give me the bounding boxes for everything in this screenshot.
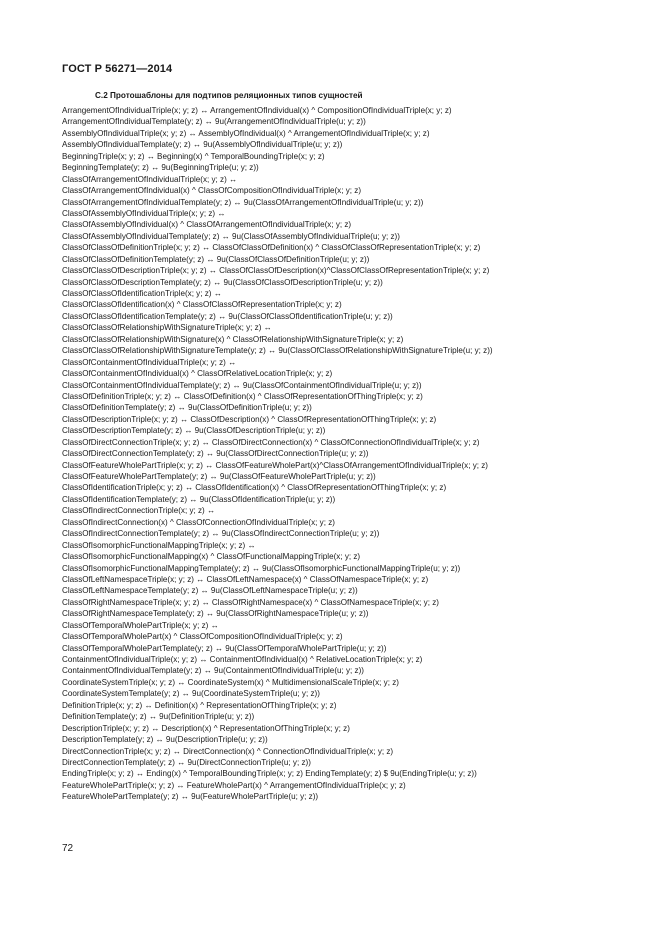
formula-line: ClassOfRightNamespaceTemplate(y; z) ↔ 9u(ClassOfRightNamespaceTriple(u; y; z)) (62, 609, 369, 619)
formula-line: ClassOfArrangementOfIndividualTemplate(y; z) ↔ 9u(ClassOfArrangementOfIndividualTriple(u; y; z)) (62, 197, 424, 207)
formula-line: ClassOfLeftNamespaceTriple(x; y; z) ↔ ClassOfLeftNamespace(x) ^ ClassOfNamespaceTriple(x; y; z) (62, 574, 429, 584)
formula-line: CoordinateSystemTemplate(y; z) ↔ 9u(CoordinateSystemTriple(u; y; z)) (62, 689, 320, 699)
standard-header: ГОСТ Р 56271—2014 (62, 63, 173, 75)
formula-line: ClassOfTemporalWholePartTriple(x; y; z) ↔ (62, 620, 219, 630)
formula-line: ClassOfFeatureWholePartTriple(x; y; z) ↔ ClassOfFeatureWholePart(x)^ClassOfArrangementOfIndividualTriple(x; y; z) (62, 460, 488, 470)
formula-line: ClassOfContainmentOfIndividual(x) ^ ClassOfRelativeLocationTriple(x; y; z) (62, 369, 333, 379)
formula-line: EndingTriple(x; y; z) ↔ Ending(x) ^ TemporalBoundingTriple(x; y; z) EndingTemplate(y; z) $ 9u(EndingTriple(u; y; z)) (62, 769, 477, 779)
formula-line: ClassOfAssemblyOfIndividual(x) ^ ClassOfArrangementOfIndividualTriple(x; y; z) (62, 220, 352, 230)
formula-line: ClassOfTemporalWholePart(x) ^ ClassOfCompositionOfIndividualTriple(x; y; z) (62, 632, 343, 642)
formula-line: ClassOfClassOfDescriptionTriple(x; y; z) ↔ ClassOfClassOfDescription(x)^ClassOfClassOfRepresentationTriple(x; y; z) (62, 266, 490, 276)
formula-line: ClassOfTemporalWholePartTemplate(y; z) ↔ 9u(ClassOfTemporalWholePartTriple(u; y; z)) (62, 643, 387, 653)
formula-line: ClassOfDirectConnectionTriple(x; y; z) ↔ ClassOfDirectConnection(x) ^ ClassOfConnectionOfIndividualTriple(x; y; z) (62, 437, 480, 447)
formula-line: AssemblyOfIndividualTriple(x; y; z) ↔ AssemblyOfIndividual(x) ^ ArrangementOfIndividualTriple(x; y; z) (62, 128, 430, 138)
formula-line: ContainmentOfIndividualTriple(x; y; z) ↔ ContainmentOfIndividual(x) ^ RelativeLocationTriple(x; y; z) (62, 655, 423, 664)
formula-line: ClassOfClassOfRelationshipWithSignature(x) ^ ClassOfRelationshipWithSignatureTriple(x; y; z) (62, 334, 404, 344)
formula-line: ClassOfIdentificationTriple(x; y; z) ↔ ClassOfIdentification(x) ^ ClassOfRepresentationOfThingTriple(x; y; z) (62, 483, 447, 493)
formula-line: ClassOfIsomorphicFunctionalMapping(x) ^ ClassOfFunctionalMappingTriple(x; y; z) (62, 552, 361, 562)
page-number: 72 (62, 843, 74, 854)
formula-line: DescriptionTriple(x; y; z) ↔ Description(x) ^ RepresentationOfThingTriple(x; y; z) (62, 723, 350, 733)
formula-line: DirectConnectionTemplate(y; z) ↔ 9u(DirectConnectionTriple(u; y; z)) (62, 757, 311, 767)
formula-line: ClassOfClassOfRelationshipWithSignatureTriple(x; y; z) ↔ (62, 323, 272, 333)
formula-line: ContainmentOfIndividualTemplate(y; z) ↔ 9u(ContainmentOfIndividualTriple(u; y; z)) (62, 666, 364, 676)
formula-line: ClassOfClassOfDescriptionTemplate(y; z) ↔ 9u(ClassOfClassOfDescriptionTriple(u; y; z)) (62, 277, 383, 287)
formula-line: ClassOfIsomorphicFunctionalMappingTemplate(y; z) ↔ 9u(ClassOfIsomorphicFunctionalMappingTriple(u; y; z)) (62, 563, 461, 573)
formula-line: ClassOfDefinitionTemplate(y; z) ↔ 9u(ClassOfDefinitionTriple(u; y; z)) (62, 403, 312, 413)
section-title: С.2 Протошаблоны для подтипов реляционных типов сущностей (95, 91, 363, 100)
formula-line: ClassOfDescriptionTriple(x; y; z) ↔ ClassOfDescription(x) ^ ClassOfRepresentationOfThingTriple(x; y; z) (62, 414, 437, 424)
formula-line: ClassOfDescriptionTemplate(y; z) ↔ 9u(ClassOfDescriptionTriple(u; y; z)) (62, 426, 326, 436)
formula-line: ClassOfClassOfDefinitionTriple(x; y; z) ↔ ClassOfClassOfDefinition(x) ^ ClassOfClassOfRepresentationTriple(x; y; z) (62, 243, 481, 253)
formula-line: ClassOfLeftNamespaceTemplate(y; z) ↔ 9u(ClassOfLeftNamespaceTriple(u; y; z)) (62, 586, 358, 596)
formula-line: BeginningTemplate(y; z) ↔ 9u(BeginningTriple(u; y; z)) (62, 163, 259, 173)
formula-line: ArrangementOfIndividualTemplate(y; z) ↔ 9u(ArrangementOfIndividualTriple(u; y; z)) (62, 117, 366, 127)
formula-list (62, 105, 622, 803)
formula-line: ClassOfIndirectConnectionTriple(x; y; z) ↔ (62, 506, 216, 516)
formula-line: BeginningTriple(x; y; z) ↔ Beginning(x) ^ TemporalBoundingTriple(x; y; z) (62, 151, 325, 161)
formula-line: ClassOfIdentificationTemplate(y; z) ↔ 9u(ClassOfIdentificationTriple(u; y; z)) (62, 494, 336, 504)
formula-line: ClassOfDirectConnectionTemplate(y; z) ↔ 9u(ClassOfDirectConnectionTriple(u; y; z)) (62, 449, 369, 459)
formula-line: ClassOfClassOfIdentification(x) ^ ClassOfClassOfRepresentationTriple(x; y; z) (62, 300, 342, 310)
formula-line: ClassOfContainmentOfIndividualTemplate(y; z) ↔ 9u(ClassOfContainmentOfIndividualTriple(u; y; z)) (62, 380, 422, 390)
formula-line: ClassOfClassOfIdentificationTriple(x; y; z) ↔ (62, 289, 222, 298)
formula-line: DefinitionTemplate(y; z) ↔ 9u(DefinitionTriple(u; y; z)) (62, 712, 255, 722)
formula-line: DirectConnectionTriple(x; y; z) ↔ DirectConnection(x) ^ ConnectionOfIndividualTriple(x; y; z) (62, 746, 394, 756)
formula-line: ClassOfRightNamespaceTriple(x; y; z) ↔ ClassOfRightNamespace(x) ^ ClassOfNamespaceTriple(x; y; z) (62, 597, 439, 607)
formula-line: ClassOfIndirectConnectionTemplate(y; z) ↔ 9u(ClassOfIndirectConnectionTriple(u; y; z)) (62, 529, 380, 539)
formula-line: ClassOfDefinitionTriple(x; y; z) ↔ ClassOfDefinition(x) ^ ClassOfRepresentationOfThingTriple(x; y; z) (62, 391, 423, 401)
formula-line: ClassOfArrangementOfIndividualTriple(x; y; z) ↔ (62, 174, 238, 184)
formula-line: ClassOfIsomorphicFunctionalMappingTriple(x; y; z) ↔ (62, 540, 256, 550)
formula-line: CoordinateSystemTriple(x; y; z) ↔ CoordinateSystem(x) ^ MultidimensionalScaleTriple(x; y; z) (62, 677, 399, 687)
formula-line: ClassOfAssemblyOfIndividualTriple(x; y; z) ↔ (62, 208, 226, 218)
formula-line: ClassOfClassOfIdentificationTemplate(y; z) ↔ 9u(ClassOfClassOfIdentificationTriple(u; y; z)) (62, 311, 393, 321)
formula-line: ClassOfClassOfRelationshipWithSignatureTemplate(y; z) ↔ 9u(ClassOfClassOfRelationshipWithSignatureTriple(u; y; z)) (62, 346, 493, 356)
formula-line: FeatureWholePartTriple(x; y; z) ↔ FeatureWholePart(x) ^ ArrangementOfIndividualTriple(x; y; z) (62, 780, 406, 790)
formula-line: ClassOfFeatureWholePartTemplate(y; z) ↔ 9u(ClassOfFeatureWholePartTriple(u; y; z)) (62, 472, 376, 481)
formula-line: DefinitionTriple(x; y; z) ↔ Definition(x) ^ RepresentationOfThingTriple(x; y; z) (62, 700, 337, 710)
formula-line: ClassOfAssemblyOfIndividualTemplate(y; z) ↔ 9u(ClassOfAssemblyOfIndividualTriple(u; y; z)) (62, 231, 400, 241)
formula-line: ArrangementOfIndividualTriple(x; y; z) ↔ ArrangementOfIndividual(x) ^ CompositionOfIndividualTriple(x; y; z) (62, 106, 452, 115)
formula-line: ClassOfIndirectConnection(x) ^ ClassOfConnectionOfIndividualTriple(x; y; z) (62, 517, 335, 527)
formula-line: ClassOfContainmentOfIndividualTriple(x; y; z) ↔ (62, 357, 237, 367)
formula-line: DescriptionTemplate(y; z) ↔ 9u(DescriptionTriple(u; y; z)) (62, 735, 268, 745)
formula-line: ClassOfClassOfDefinitionTemplate(y; z) ↔ 9u(ClassOfClassOfDefinitionTriple(u; y; z)) (62, 254, 370, 264)
formula-line: ClassOfArrangementOfIndividual(x) ^ ClassOfCompositionOfIndividualTriple(x; y; z) (62, 186, 362, 196)
formula-line: FeatureWholePartTemplate(y; z) ↔ 9u(FeatureWholePartTriple(u; y; z)) (62, 792, 319, 802)
formula-line: AssemblyOfIndividualTemplate(y; z) ↔ 9u(AssemblyOfIndividualTriple(u; y; z)) (62, 140, 343, 150)
